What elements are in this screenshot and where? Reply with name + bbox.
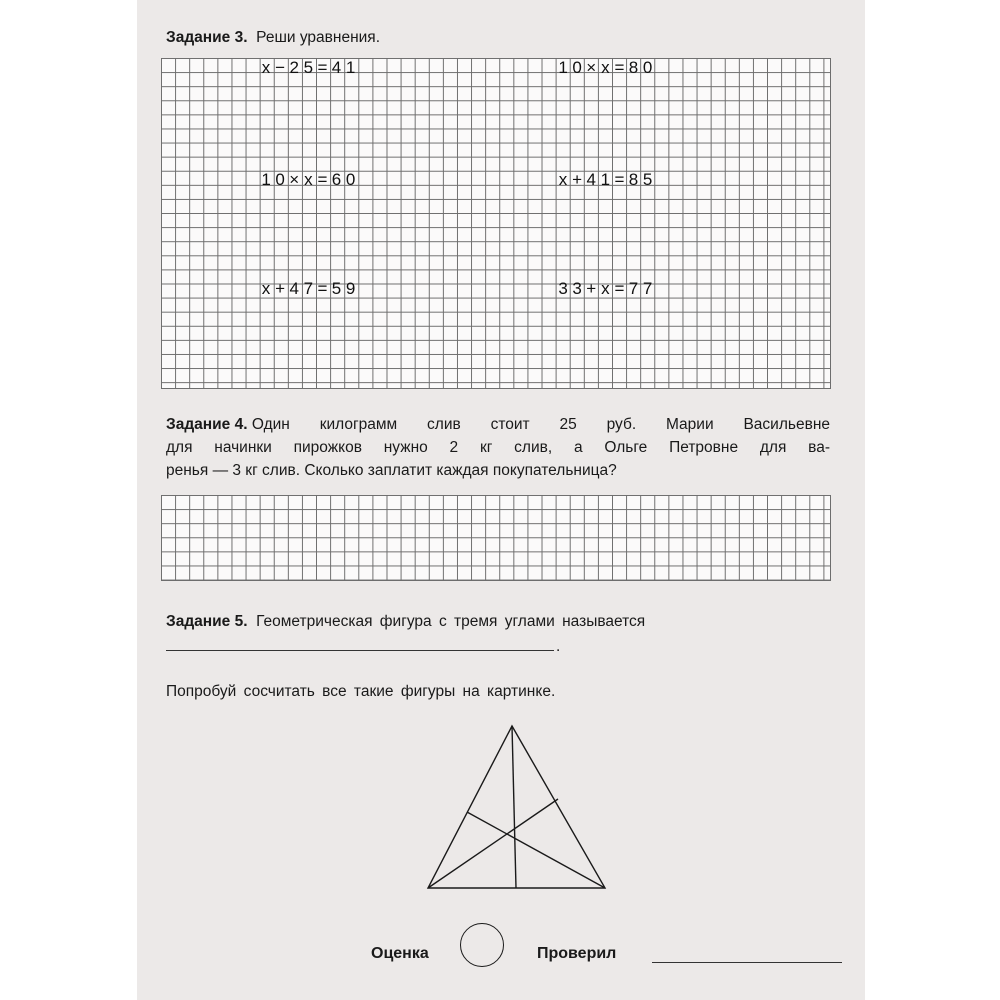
equation-cell: x <box>601 58 610 77</box>
equation-cell: 7 <box>628 279 639 298</box>
task5-label: Задание 5. <box>166 613 248 630</box>
equation-5 <box>259 279 358 298</box>
equation-cell: × <box>586 58 597 77</box>
equation-cell: 4 <box>586 170 596 189</box>
checked-by-line[interactable] <box>652 962 842 963</box>
equation-cell: = <box>614 170 625 189</box>
equation-cell: 5 <box>331 279 342 298</box>
task4-text <box>166 413 830 482</box>
equation-cell: 0 <box>345 170 356 189</box>
task4-label: Задание 4. <box>166 416 248 433</box>
equation-cell: 1 <box>345 58 356 77</box>
task4-line2: для начинки пирожков нужно 2 кг слив, а Ольге Петровне для ва- <box>166 439 830 456</box>
equation-cell: 7 <box>303 279 314 298</box>
equation-cell: = <box>614 279 625 298</box>
task4-answer-grid[interactable] <box>161 495 831 581</box>
equation-cell: 8 <box>628 58 639 77</box>
task3-label: Задание 3. <box>166 29 248 46</box>
task5-heading <box>166 613 645 631</box>
equation-cell: 2 <box>289 58 299 77</box>
equation-3 <box>259 170 358 189</box>
task3-heading <box>166 29 380 47</box>
equation-cell: 3 <box>572 279 582 298</box>
equation-cell: 4 <box>331 58 342 77</box>
equation-cell: + <box>586 279 597 298</box>
equation-cell: 8 <box>628 170 639 189</box>
checked-by-label: Проверил <box>537 945 617 962</box>
equation-cell: = <box>317 279 328 298</box>
equation-cell: 1 <box>558 58 568 77</box>
equation-cell: 4 <box>289 279 299 298</box>
equation-cell: 7 <box>642 279 653 298</box>
task5-period: . <box>556 638 561 655</box>
equation-2 <box>556 58 655 77</box>
task4-line3: ренья — 3 кг слив. Сколько заплатит каждая покупательница? <box>166 462 617 479</box>
task5-answer-line[interactable] <box>166 650 554 651</box>
equation-cell: 5 <box>642 170 653 189</box>
triangle-figure <box>420 720 620 895</box>
equation-cell: x <box>601 279 610 298</box>
grade-circle[interactable] <box>460 923 504 967</box>
equation-cell: x <box>261 279 271 298</box>
equation-cell: 0 <box>572 58 582 77</box>
task5-text: Геометрическая фигура с тремя углами называется <box>256 613 646 630</box>
equation-4 <box>556 170 655 189</box>
equation-cell: 0 <box>642 58 653 77</box>
equation-cell: + <box>275 279 286 298</box>
equation-cell: 3 <box>558 279 568 298</box>
task3-text: Реши уравнения. <box>256 29 380 46</box>
equation-cell: x <box>261 58 271 77</box>
equation-cell: 5 <box>303 58 314 77</box>
equation-cell: 0 <box>275 170 285 189</box>
task3-answer-grid[interactable] <box>161 58 831 389</box>
equation-cell: = <box>614 58 625 77</box>
task5-count-prompt: Попробуй сосчитать все такие фигуры на картинке. <box>166 683 556 700</box>
equation-cell: 1 <box>600 170 611 189</box>
equation-cell: − <box>275 58 286 77</box>
equation-cell: = <box>317 170 328 189</box>
equation-1 <box>259 58 358 77</box>
equation-cell: 6 <box>331 170 342 189</box>
equation-cell: 9 <box>345 279 356 298</box>
task4-line1: Один килограмм слив стоит 25 руб. Марии Васильевне <box>251 416 830 433</box>
equation-cell: + <box>572 170 583 189</box>
grade-label: Оценка <box>371 945 429 962</box>
equation-cell: x <box>304 170 313 189</box>
equation-6 <box>556 279 655 298</box>
equation-cell: x <box>558 170 568 189</box>
equation-cell: = <box>317 58 328 77</box>
equation-cell: 1 <box>261 170 271 189</box>
equation-cell: × <box>289 170 300 189</box>
